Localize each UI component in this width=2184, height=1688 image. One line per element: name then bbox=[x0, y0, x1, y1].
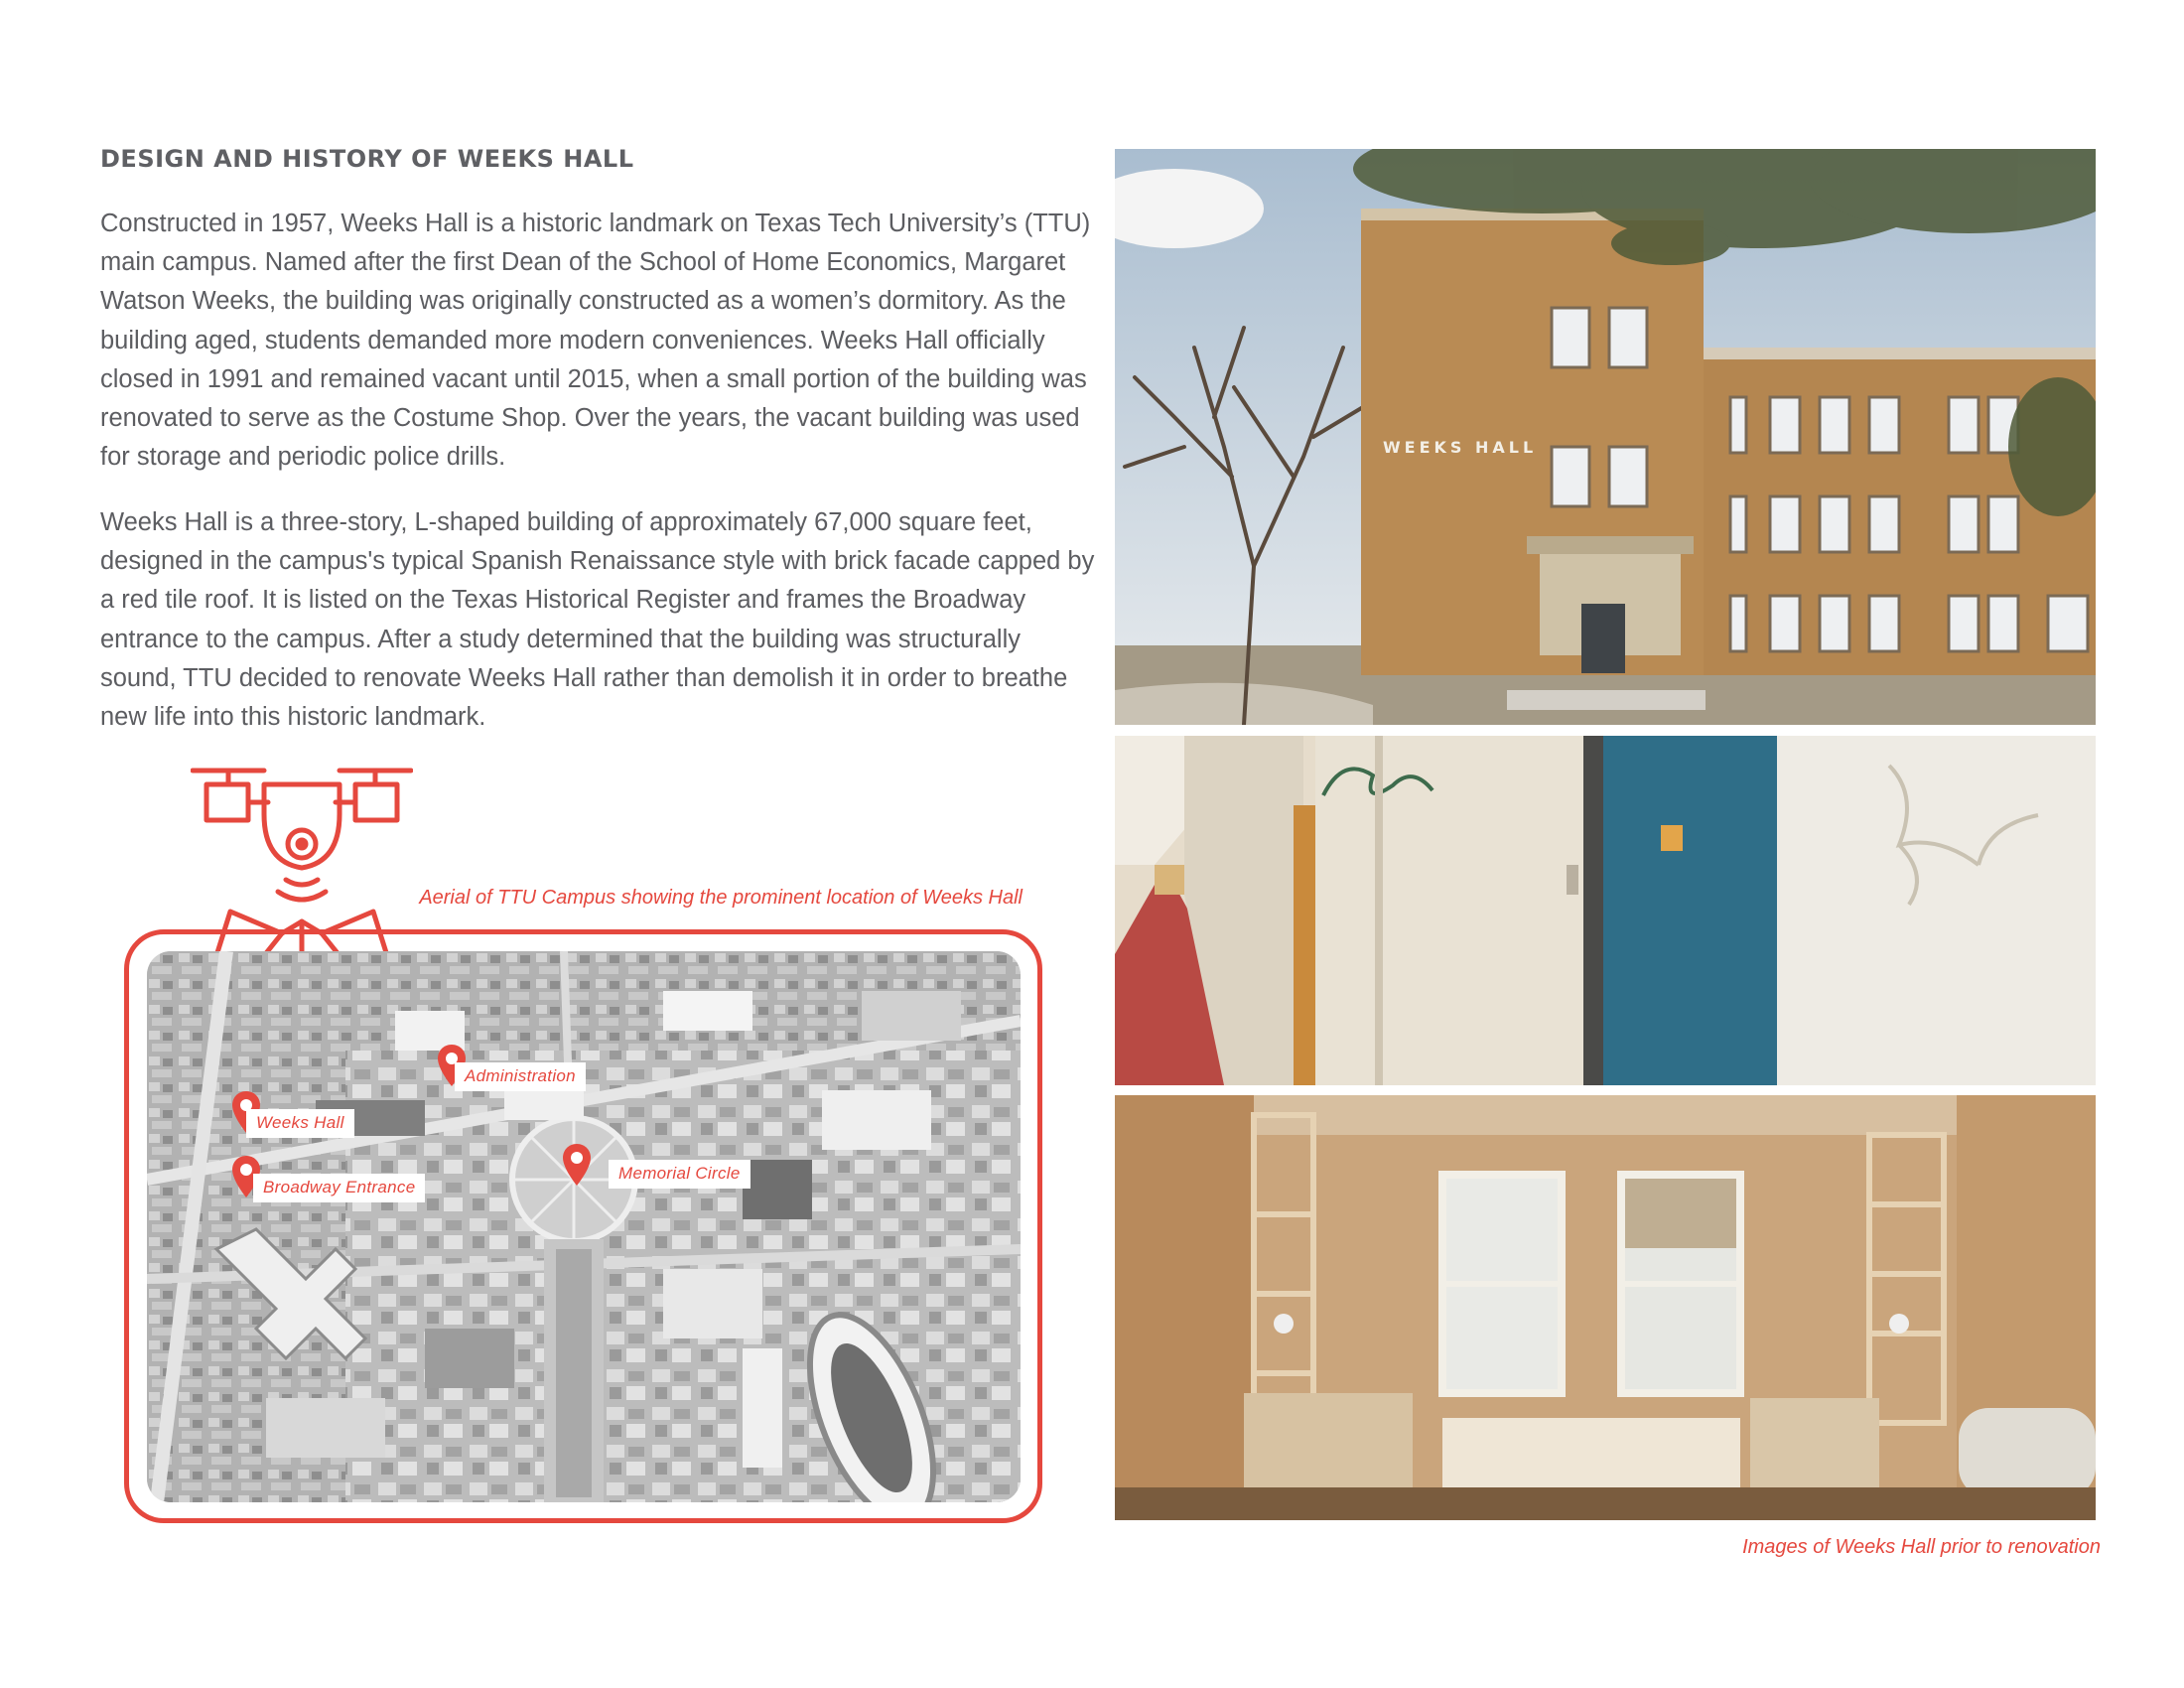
section-heading: DESIGN AND HISTORY OF WEEKS HALL bbox=[100, 145, 634, 173]
photos-caption: Images of Weeks Hall prior to renovation bbox=[1742, 1536, 2101, 1558]
aerial-photo bbox=[147, 951, 1021, 1502]
photo-room bbox=[1115, 1095, 2096, 1520]
map-caption: Aerial of TTU Campus showing the prominent location of Weeks Hall bbox=[419, 887, 1023, 909]
pin-label-weeks-hall: Weeks Hall bbox=[246, 1109, 354, 1138]
building-sign: WEEKS HALL bbox=[1383, 438, 1538, 457]
design-paragraph: Weeks Hall is a three-story, L-shaped building of approximately 67,000 square feet, designed in the campus's typical Spanish Renaissance style with brick facade capped by a red tile roof. It is listed on the Texas Historical Register and frames the Broadway entrance to the campus. After a study determined that the building was structurally sound, TTU decided to renovate Weeks Hall rather than demolish it in order to breathe new life into this historic landmark. bbox=[100, 508, 1095, 732]
photo-exterior bbox=[1115, 149, 2096, 725]
pin-label-broadway-entrance: Broadway Entrance bbox=[253, 1174, 425, 1202]
history-paragraph: Constructed in 1957, Weeks Hall is a historic landmark on Texas Tech University’s (TTU) main campus. Named after the first Dean of the School of Home Economics, Margaret Watson Weeks, the building was originally constructed as a women’s dormitory. As the building aged, students demanded more modern conveniences. Weeks Hall officially closed in 1991 and remained vacant until 2015, when a small portion of the building was renovated to serve as the Costume Shop. Over the years, the vacant building was used for storage and periodic police drills. bbox=[100, 210, 1091, 472]
photo-corridor bbox=[1115, 736, 2096, 1085]
map-pin-icon bbox=[562, 1143, 592, 1187]
pin-label-memorial-circle: Memorial Circle bbox=[609, 1160, 751, 1189]
aerial-map bbox=[147, 951, 1021, 1502]
pin-label-administration: Administration bbox=[455, 1062, 586, 1091]
